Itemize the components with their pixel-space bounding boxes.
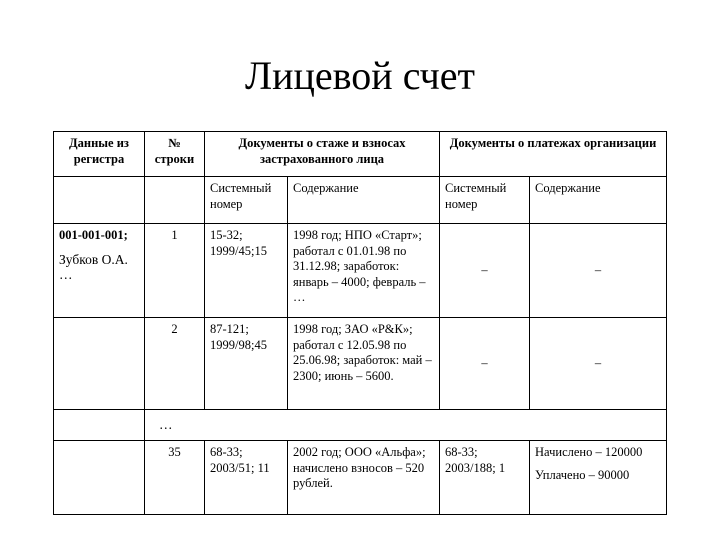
header-pay-system-number: Системный номер (440, 177, 530, 224)
header-exp-system-number: Системный номер (205, 177, 288, 224)
registry-more: … (59, 267, 73, 282)
personal-account-table (53, 131, 667, 515)
pay-system-number: – (440, 224, 530, 318)
pay-content: – (530, 224, 667, 318)
exp-system-number: 68-33; 2003/51; 11 (205, 441, 288, 515)
pay-content (530, 441, 667, 515)
subheader-row (54, 177, 667, 224)
header-payment-docs: Документы о платежах организации (440, 132, 667, 177)
registry-cell-cont (54, 318, 145, 410)
gap-blank (54, 410, 145, 441)
pay-system-number: – (440, 318, 530, 410)
pay-paid: Уплачено – 90000 (535, 467, 630, 482)
page-title: Лицевой счет (244, 53, 476, 98)
registry-id: 001-001-001; (59, 228, 128, 242)
gap-row (54, 410, 667, 441)
header-exp-content: Содержание (288, 177, 440, 224)
exp-content: 2002 год; ООО «Альфа»; начислено взносов – 520 рублей. (288, 441, 440, 515)
row-number: 35 (145, 441, 205, 515)
header-row-number: № строки (145, 132, 205, 177)
pay-system-number: 68-33; 2003/188; 1 (440, 441, 530, 515)
table-row (54, 318, 667, 410)
exp-system-number: 87-121; 1999/98;45 (205, 318, 288, 410)
registry-cell-blank (54, 441, 145, 515)
header-registry: Данные из регистра (54, 132, 145, 177)
exp-content: 1998 год; ЗАО «Р&К»; работал с 12.05.98 по 25.06.98; заработок: май – 2300; июнь – 5600. (288, 318, 440, 410)
header-pay-content: Содержание (530, 177, 667, 224)
row-number: 2 (145, 318, 205, 410)
header-registry-cont (54, 177, 145, 224)
gap-ellipsis: … (145, 410, 667, 441)
exp-system-number: 15-32; 1999/45;15 (205, 224, 288, 318)
registry-name: Зубков О.А. (59, 251, 128, 267)
table-row (54, 224, 667, 318)
pay-content: – (530, 318, 667, 410)
registry-cell (54, 224, 145, 318)
table-row (54, 441, 667, 515)
exp-content: 1998 год; НПО «Старт»; работал с 01.01.98 по 31.12.98; заработок: январь – 4000; февраль – … (288, 224, 440, 318)
header-row (54, 132, 667, 177)
header-row-number-cont (145, 177, 205, 224)
header-experience-docs: Документы о стаже и взносах застрахованного лица (205, 132, 440, 177)
row-number: 1 (145, 224, 205, 318)
pay-accrued: Начислено – 120000 (535, 445, 643, 459)
